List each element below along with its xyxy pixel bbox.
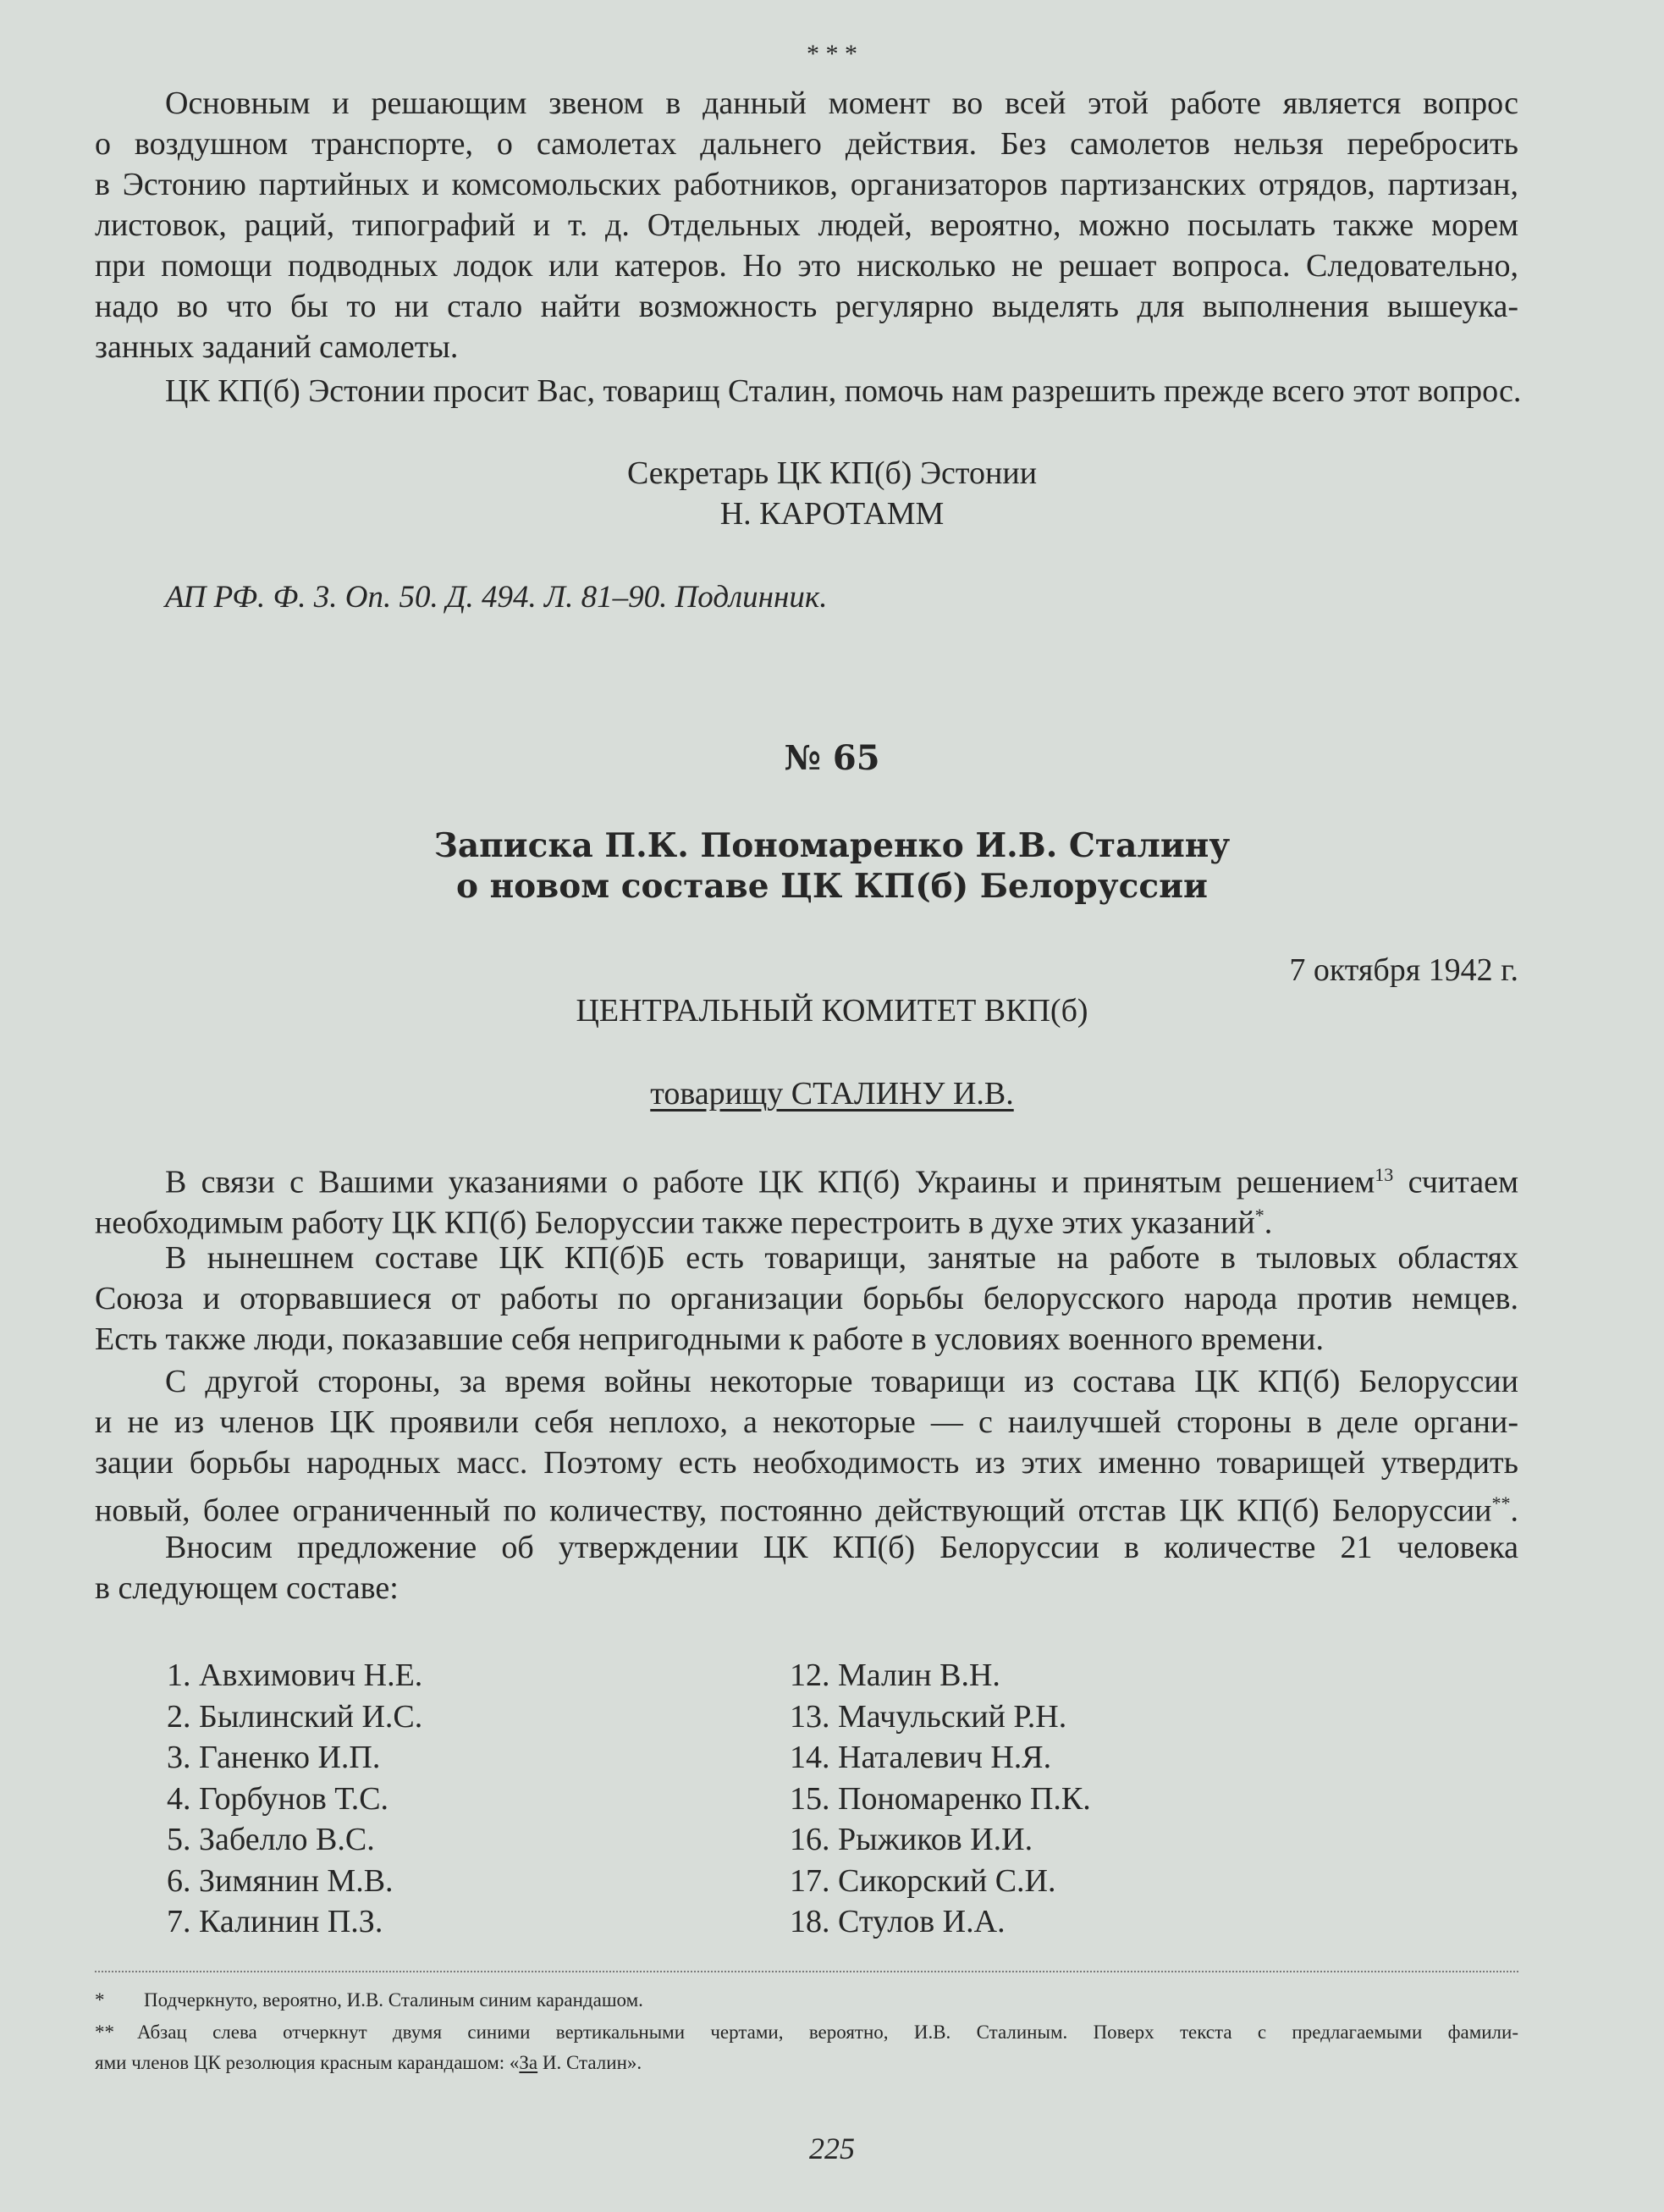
- addressee: ЦЕНТРАЛЬНЫЙ КОМИТЕТ ВКП(б): [576, 993, 1088, 1029]
- list-item: 3. Ганенко И.П.: [167, 1740, 381, 1775]
- footnote-text: ями членов ЦК резолюция красным карандашом: «За И. Сталин».: [95, 2052, 642, 2073]
- list-item: 13. Мачульский Р.Н.: [790, 1698, 1067, 1735]
- list-item: 6. Зимянин М.В.: [167, 1862, 394, 1899]
- list-item: 14. Наталевич Н.Я.: [790, 1740, 1052, 1775]
- list-item: 1. Авхимович Н.Е.: [167, 1658, 423, 1693]
- text-line: листовок, раций, типографий и т. д. Отдельных людей, вероятно, можно посылать также морем: [95, 207, 1518, 243]
- list-item: 2. Былинский И.С.: [167, 1698, 423, 1735]
- text-line: в Эстонию партийных и комсомольских работников, организаторов партизанских отрядов, партизан,: [95, 167, 1518, 202]
- signature-title: Секретарь ЦК КП(б) Эстонии: [626, 455, 1038, 491]
- text-line: занных заданий самолеты.: [95, 329, 459, 365]
- list-item: 15. Пономаренко П.К.: [790, 1780, 1091, 1817]
- footnote-text: Подчеркнуто, вероятно, И.В. Сталиным синим карандашом.: [144, 1989, 643, 2011]
- text-line: В связи с Вашими указаниями о работе ЦК КП(б) Украины и принятым решением$^{13}$ считаем: [165, 1164, 1518, 1200]
- document-number: № 65: [784, 738, 880, 778]
- text-line: надо во что бы то ни стало найти возможность регулярно выделять для выполнения вышеука-: [95, 289, 1518, 324]
- section-asterisks: * * *: [807, 40, 857, 68]
- text-line: зации борьбы народных масс. Поэтому есть необходимость из этих именно товарищей утвердить: [95, 1445, 1518, 1481]
- members-list-left: [167, 1655, 422, 1943]
- list-item: 18. Стулов И.А.: [790, 1904, 1006, 1939]
- list-item: 4. Горбунов Т.С.: [167, 1780, 389, 1817]
- members-list-right: [790, 1655, 1091, 1943]
- text-line: Основным и решающим звеном в данный момент во всей этой работе является вопрос: [165, 86, 1518, 121]
- footnote-mark: *: [95, 1989, 105, 2011]
- footnote-ref: **: [1491, 1492, 1511, 1514]
- list-item: 16. Рыжиков И.И.: [790, 1822, 1033, 1857]
- footnote-divider: [95, 1971, 1518, 1972]
- page-number: 225: [809, 2132, 855, 2165]
- signature-name: Н. КАРОТАММ: [719, 496, 945, 532]
- list-item: 12. Малин В.Н.: [790, 1658, 1000, 1693]
- text-line: Союза и оторвавшиеся от работы по организации борьбы белорусского народа против немцев.: [95, 1281, 1518, 1316]
- text-line: необходимым работу ЦК КП(б) Белоруссии также перестроить в духе этих указаний*.: [95, 1205, 1273, 1241]
- list-item: 17. Сикорский С.И.: [790, 1862, 1056, 1899]
- recipient: товарищу СТАЛИНУ И.В.: [650, 1076, 1014, 1112]
- text-line: Есть также люди, показавшие себя непригодными к работе в условиях военного времени.: [95, 1321, 1324, 1357]
- footnote-mark: **: [95, 2022, 114, 2043]
- text-line: Вносим предложение об утверждении ЦК КП(б) Белоруссии в количестве 21 человека: [165, 1530, 1518, 1565]
- list-item: 7. Калинин П.З.: [167, 1904, 383, 1939]
- text-line: в следующем составе:: [95, 1570, 399, 1606]
- list-item: 5. Забелло В.С.: [167, 1822, 375, 1857]
- text-line: о воздушном транспорте, о самолетах дальнего действия. Без самолетов нельзя перебросить: [95, 126, 1518, 162]
- text-line: новый, более ограниченный по количеству, постоянно действующий отстав ЦК КП(б) Белоруссии**.: [95, 1492, 1518, 1529]
- text-line: и не из членов ЦК проявили себя неплохо, а некоторые — с наилучшей стороны в деле органи-: [95, 1404, 1518, 1440]
- text-line: при помощи подводных лодок или катеров. Но это нисколько не решает вопроса. Следовательно,: [95, 248, 1518, 284]
- document-title: о новом составе ЦК КП(б) Белоруссии: [456, 867, 1208, 906]
- document-title: Записка П.К. Пономаренко И.В. Сталину: [433, 826, 1231, 865]
- document-date: 7 октября 1942 г.: [1289, 952, 1518, 988]
- letter-paragraph: ЦК КП(б) Эстонии просит Вас, товарищ Сталин, помочь нам разрешить прежде всего этот вопрос.: [165, 373, 1522, 409]
- footnote-ref: 13: [1375, 1164, 1394, 1185]
- text-line: В нынешнем составе ЦК КП(б)Б есть товарищи, занятые на работе в тыловых областях: [165, 1240, 1518, 1276]
- footnote-text: Абзац слева отчеркнут двумя синими вертикальными чертами, вероятно, И.В. Сталиным. Поверх текста с предлагаемыми фамили-: [137, 2022, 1518, 2043]
- archive-reference: АП РФ. Ф. 3. Оп. 50. Д. 494. Л. 81–90. Подлинник.: [165, 580, 828, 615]
- text-line: С другой стороны, за время войны некоторые товарищи из состава ЦК КП(б) Белоруссии: [165, 1364, 1518, 1399]
- footnote-ref: *: [1254, 1205, 1265, 1226]
